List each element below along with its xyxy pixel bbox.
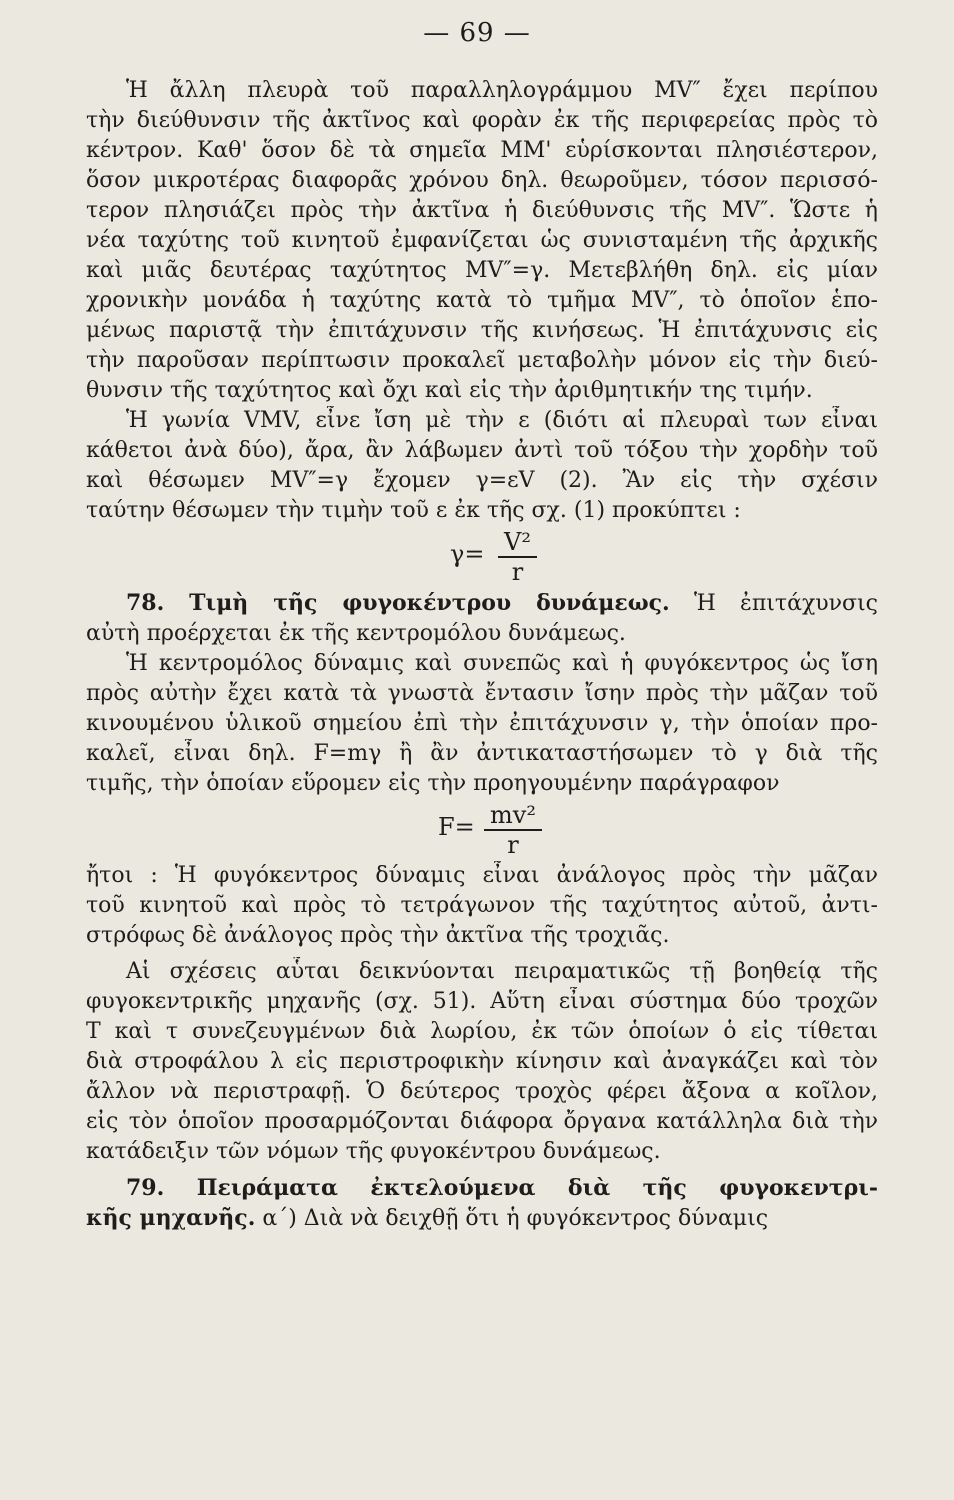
text-line: ταύτην θέσωμεν τὴν τιμὴν τοῦ ε ἐκ τῆς σχ. (1) προκύπτει : [86,498,741,523]
text-line: ἄλλον νὰ περιστραφῇ. Ὁ δεύτερος τροχὸς φέρει ἄξονα α κοῖλον, [86,1079,878,1104]
formula-fraction [484,801,542,859]
section-79-heading-end: κῆς μηχανῆς. [86,1205,256,1231]
formula-centrifugal-force [86,799,878,861]
body-text [86,76,878,1234]
text-line: εἰς τὸν ὁποῖον προσαρμόζονται διάφορα ὄργανα κατάλληλα διὰ τὴν [86,1109,878,1134]
formula-lhs: F= [438,813,475,841]
text-line: τὴν παροῦσαν περίπτωσιν προκαλεῖ μεταβολὴν μόνον εἰς τὴν διεύ- [86,348,878,373]
text-line: κέντρον. Καθ' ὅσον δὲ τὰ σημεῖα MM' εὑρίσκονται πλησιέστερον, [86,138,878,163]
text-line: ἤτοι : Ἡ φυγόκεντρος δύναμις εἶναι ἀνάλογος πρὸς τὴν μᾶζαν [86,863,878,888]
formula-centripetal-acceleration [86,526,878,588]
paragraph-1 [86,76,878,406]
formula-numerator: mv² [484,801,542,831]
text-line: κάθετοι ἀνὰ δύο), ἄρα, ἂν λάβωμεν ἀντὶ τοῦ τόξου τὴν χορδὴν τοῦ [86,438,878,463]
text-line: φυγοκεντρικῆς μηχανῆς (σχ. 51). Αὕτη εἶναι σύστημα δύο τροχῶν [86,989,878,1014]
text-line: ὅσον μικροτέρας διαφορᾶς χρόνου δηλ. θεωροῦμεν, τόσον περισσό- [86,168,878,193]
text-line: καλεῖ, εἶναι δηλ. F=mγ ἢ ἂν ἀντικαταστήσωμεν τὸ γ διὰ τῆς [86,741,878,766]
section-79 [86,1173,878,1234]
section-79-heading: 79. Πειράματα ἐκτελούμενα διὰ τῆς φυγοκεντρι- [126,1175,878,1201]
paragraph-4 [86,957,878,1167]
text-line: κατάδειξιν τῶν νόμων τῆς φυγοκέντρου δυνάμεως. [86,1139,661,1164]
text-line: Ἡ κεντρομόλος δύναμις καὶ συνεπῶς καὶ ἡ φυγόκεντρος ὡς ἴση [126,651,878,676]
text-line: νέα ταχύτης τοῦ κινητοῦ ἐμφανίζεται ὡς συνισταμένη τῆς ἀρχικῆς [86,228,878,253]
text-span: Ἡ ἐπιτάχυνσις [669,591,878,616]
text-line: θυνσιν τῆς ταχύτητος καὶ ὄχι καὶ εἰς τὴν ἀριθμητικήν της τιμήν. [86,378,813,403]
text-line: στρόφως δὲ ἀνάλογος πρὸς τὴν ἀκτῖνα τῆς τροχιᾶς. [86,923,670,948]
text-line: κινουμένου ὑλικοῦ σημείου ἐπὶ τὴν ἐπιτάχυνσιν γ, τὴν ὁποίαν προ- [86,711,878,736]
text-line: διὰ στροφάλου λ εἰς περιστροφικὴν κίνησιν καὶ ἀναγκάζει καὶ τὸν [86,1049,878,1074]
formula-lhs: γ= [450,540,485,568]
text-line: Ἡ γωνία VMV, εἶνε ἴση μὲ τὴν ε (διότι αἱ πλευραὶ των εἶναι [126,408,878,433]
text-line: Αἱ σχέσεις αὗται δεικνύονται πειραματικῶς τῇ βοηθείᾳ τῆς [126,959,878,984]
text-line: χρονικὴν μονάδα ἡ ταχύτης κατὰ τὸ τμῆμα MV″, τὸ ὁποῖον ἑπο- [86,288,878,313]
section-78 [86,588,878,799]
text-line: τοῦ κινητοῦ καὶ πρὸς τὸ τετράγωνον τῆς ταχύτητος αὐτοῦ, ἀντι- [86,893,878,918]
section-heading-line [86,1203,878,1234]
text-line: πρὸς αὐτὴν ἔχει κατὰ τὰ γνωστὰ ἔντασιν ἴσην πρὸς τὴν μᾶζαν τοῦ [86,681,878,706]
text-line: T καὶ τ συνεζευγμένων διὰ λωρίου, ἐκ τῶν ὁποίων ὁ εἰς τίθεται [86,1019,878,1044]
text-line: καὶ θέσωμεν MV″=γ ἔχομεν γ=εV (2). Ἂν εἰς τὴν σχέσιν [86,468,878,493]
formula-fraction [498,528,537,586]
formula-numerator: V² [498,528,537,558]
paragraph-3 [86,861,878,951]
section-heading-line [86,588,878,619]
text-line: Ἡ ἄλλη πλευρὰ τοῦ παραλληλογράμμου MV″ ἔχει περίπου [126,78,878,103]
text-line: τιμῆς, τὴν ὁποίαν εὕρομεν εἰς τὴν προηγουμένην παράγραφον [86,771,780,796]
paragraph-2 [86,406,878,526]
text-line: μένως παριστᾷ τὴν ἐπιτάχυνσιν τῆς κινήσεως. Ἡ ἐπιτάχυνσις εἰς [86,318,878,343]
formula-denominator: r [507,831,519,859]
text-span: α΄) Διὰ νὰ δειχθῇ ὅτι ἡ φυγόκεντρος δύναμις [255,1206,769,1231]
text-line: καὶ μιᾶς δευτέρας ταχύτητος MV″=γ. Μετεβλήθη δηλ. εἰς μίαν [86,258,878,283]
section-78-heading: 78. Τιμὴ τῆς φυγοκέντρου δυνάμεως. [126,590,670,616]
text-line: τὴν διεύθυνσιν τῆς ἀκτῖνος καὶ φορὰν ἐκ τῆς περιφερείας πρὸς τὸ [86,108,878,133]
text-line: τερον πλησιάζει πρὸς τὴν ἀκτῖνα ἡ διεύθυνσις τῆς MV″. Ὥστε ἡ [86,198,878,223]
formula-denominator: r [511,558,524,586]
text-line: αὐτὴ προέρχεται ἐκ τῆς κεντρομόλου δυνάμεως. [86,621,626,646]
page-number: — 69 — [423,18,531,48]
